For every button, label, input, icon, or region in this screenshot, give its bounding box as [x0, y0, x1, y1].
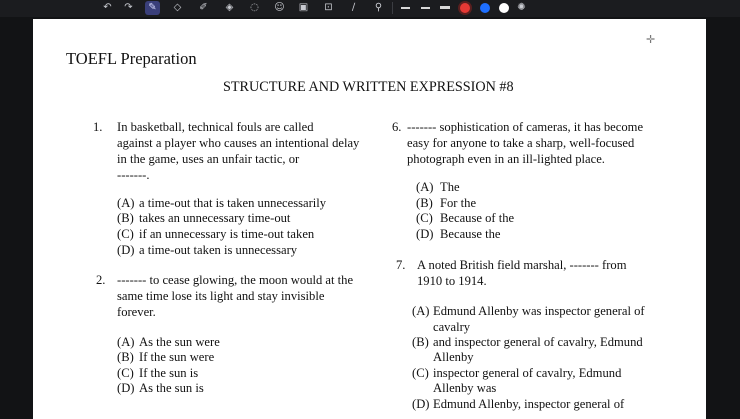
question-stem-line: same time lose its light and stay invisible: [117, 289, 325, 303]
formula-icon[interactable]: ⊡: [324, 2, 333, 13]
crosshair-cursor-icon: ✛: [646, 33, 656, 46]
option-text: Allenby was: [433, 381, 497, 395]
option-letter: (A): [412, 304, 430, 318]
shapes-icon[interactable]: ◈: [225, 2, 234, 13]
undo-icon[interactable]: ↶: [103, 2, 112, 13]
question-stem-line: ------- to cease glowing, the moon would at the: [117, 273, 354, 287]
document-page[interactable]: [33, 19, 706, 419]
image-icon[interactable]: ▣: [298, 2, 309, 13]
option-text: The: [440, 180, 460, 194]
option-text: and inspector general of cavalry, Edmund: [433, 335, 643, 349]
option-text: a time-out that is taken unnecessarily: [139, 196, 327, 210]
option-text: if an unnecessary is time-out taken: [139, 227, 315, 241]
text-icon[interactable]: ☺: [274, 2, 285, 13]
annotation-toolbar: [0, 0, 740, 17]
option-text: As the sun is: [139, 381, 204, 395]
question-stem-line: photograph even in an ill-lighted place.: [407, 152, 605, 166]
option-letter: (D): [117, 381, 135, 395]
option-text: inspector general of cavalry, Edmund: [433, 366, 622, 380]
option-text: a time-out taken is unnecessary: [139, 243, 298, 257]
option-letter: (C): [412, 366, 429, 380]
option-letter: (D): [412, 397, 430, 411]
option-letter: (B): [412, 335, 429, 349]
option-letter: (B): [117, 350, 134, 364]
option-letter: (D): [416, 227, 434, 241]
highlighter-icon[interactable]: ✐: [199, 2, 208, 13]
laser-icon[interactable]: ⚲: [374, 2, 383, 13]
option-text: Edmund Allenby was inspector general of: [433, 304, 645, 318]
option-text: cavalry: [433, 320, 471, 334]
option-text: If the sun is: [139, 366, 199, 380]
question-number: 6.: [392, 120, 402, 134]
toolbar-divider: [392, 2, 393, 14]
question-number: 7.: [396, 258, 406, 272]
option-text: If the sun were: [139, 350, 215, 364]
question-number: 1.: [93, 120, 103, 134]
red-color-swatch[interactable]: [460, 3, 470, 13]
ruler-icon[interactable]: ∕: [351, 2, 356, 13]
question-stem-line: In basketball, technical fouls are called: [117, 120, 314, 134]
option-text: For the: [440, 196, 477, 210]
lasso-icon[interactable]: ◌: [250, 2, 259, 13]
option-letter: (B): [117, 211, 134, 225]
question-stem-line: in the game, uses an unfair tactic, or: [117, 152, 300, 166]
blue-color-swatch[interactable]: [480, 3, 490, 13]
question-stem-line: A noted British field marshal, ------- from: [417, 258, 627, 272]
option-text: Edmund Allenby, inspector general of: [433, 397, 625, 411]
option-text: takes an unnecessary time-out: [139, 211, 291, 225]
thick-stroke-option[interactable]: [440, 6, 450, 9]
option-text: Because of the: [440, 211, 515, 225]
option-text: As the sun were: [139, 335, 220, 349]
medium-stroke-option[interactable]: [421, 7, 430, 9]
question-stem-line: forever.: [117, 305, 156, 319]
question-stem-line: against a player who causes an intentional delay: [117, 136, 360, 150]
document-title: TOEFL Preparation: [66, 49, 197, 68]
redo-icon[interactable]: ↷: [124, 2, 133, 13]
option-text: Because the: [440, 227, 501, 241]
option-letter: (D): [117, 243, 135, 257]
option-letter: (B): [416, 196, 433, 210]
option-letter: (C): [117, 227, 134, 241]
option-letter: (A): [117, 335, 135, 349]
option-text: Allenby: [433, 350, 474, 364]
question-stem-line: -------.: [117, 168, 150, 182]
option-letter: (A): [416, 180, 434, 194]
option-letter: (C): [117, 366, 134, 380]
question-stem-line: easy for anyone to take a sharp, well-focused: [407, 136, 635, 150]
question-number: 2.: [96, 273, 106, 287]
eraser-icon[interactable]: ◇: [173, 2, 182, 13]
pen-icon[interactable]: ✎: [145, 1, 160, 15]
color-picker-icon[interactable]: ✺: [517, 2, 526, 13]
option-letter: (C): [416, 211, 433, 225]
white-color-swatch[interactable]: [499, 3, 509, 13]
question-stem-line: 1910 to 1914.: [417, 274, 487, 288]
question-stem-line: ------- sophistication of cameras, it has become: [407, 120, 644, 134]
option-letter: (A): [117, 196, 135, 210]
section-title: STRUCTURE AND WRITTEN EXPRESSION #8: [223, 79, 514, 95]
thin-stroke-option[interactable]: [401, 7, 410, 9]
